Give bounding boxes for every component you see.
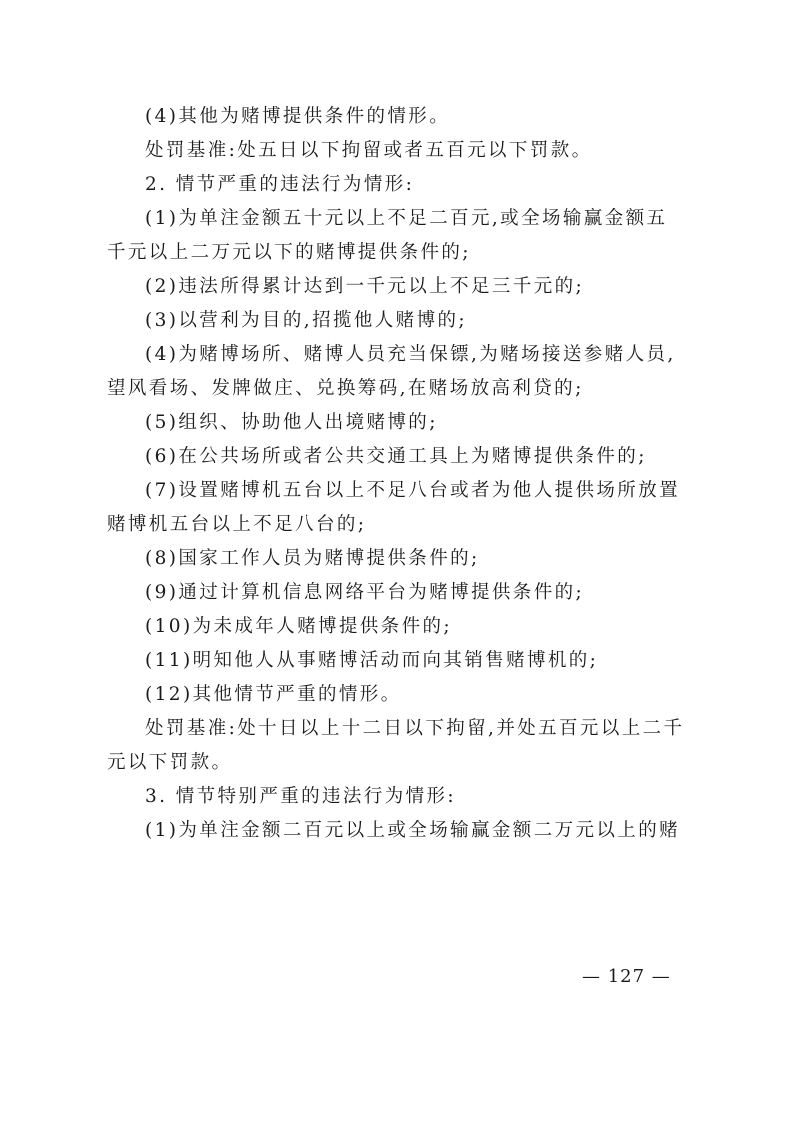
text-line: (4)为赌博场所、赌博人员充当保镖,为赌场接送参赌人员, bbox=[145, 344, 676, 365]
text-line: (8)国家工作人员为赌博提供条件的; bbox=[145, 548, 480, 569]
text-line: (10)为未成年人赌博提供条件的; bbox=[145, 616, 453, 637]
text-line: (5)组织、协助他人出境赌博的; bbox=[145, 412, 438, 433]
text-line: 3. 情节特别严重的违法行为情形: bbox=[145, 786, 457, 807]
text-line: (2)违法所得累计达到一千元以上不足三千元的; bbox=[145, 276, 585, 297]
text-line: 处罚基准:处五日以下拘留或者五百元以下罚款。 bbox=[145, 140, 593, 161]
text-line: (11)明知他人从事赌博活动而向其销售赌博机的; bbox=[145, 650, 599, 671]
text-line: (7)设置赌博机五台以上不足八台或者为他人提供场所放置 bbox=[145, 480, 681, 501]
page-number: — 127 — bbox=[582, 966, 671, 987]
text-line: (6)在公共场所或者公共交通工具上为赌博提供条件的; bbox=[145, 446, 647, 467]
body-text bbox=[107, 100, 693, 848]
text-line: (1)为单注金额二百元以上或全场输赢金额二万元以上的赌 bbox=[145, 820, 681, 841]
text-line: 望风看场、发牌做庄、兑换筹码,在赌场放高利贷的; bbox=[107, 378, 584, 399]
text-line: 2. 情节严重的违法行为情形: bbox=[145, 174, 415, 195]
text-line: 赌博机五台以上不足八台的; bbox=[107, 514, 367, 535]
text-line: 处罚基准:处十日以上十二日以下拘留,并处五百元以上二千 bbox=[145, 718, 685, 739]
text-line: 千元以上二万元以下的赌博提供条件的; bbox=[107, 242, 471, 263]
text-line: 元以下罚款。 bbox=[107, 752, 233, 773]
text-line: (9)通过计算机信息网络平台为赌博提供条件的; bbox=[145, 582, 585, 603]
text-line: (12)其他情节严重的情形。 bbox=[145, 684, 402, 705]
text-line: (3)以营利为目的,招揽他人赌博的; bbox=[145, 310, 468, 331]
text-line: (1)为单注金额五十元以上不足二百元,或全场输赢金额五 bbox=[145, 208, 668, 229]
text-line: (4)其他为赌博提供条件的情形。 bbox=[145, 106, 451, 127]
